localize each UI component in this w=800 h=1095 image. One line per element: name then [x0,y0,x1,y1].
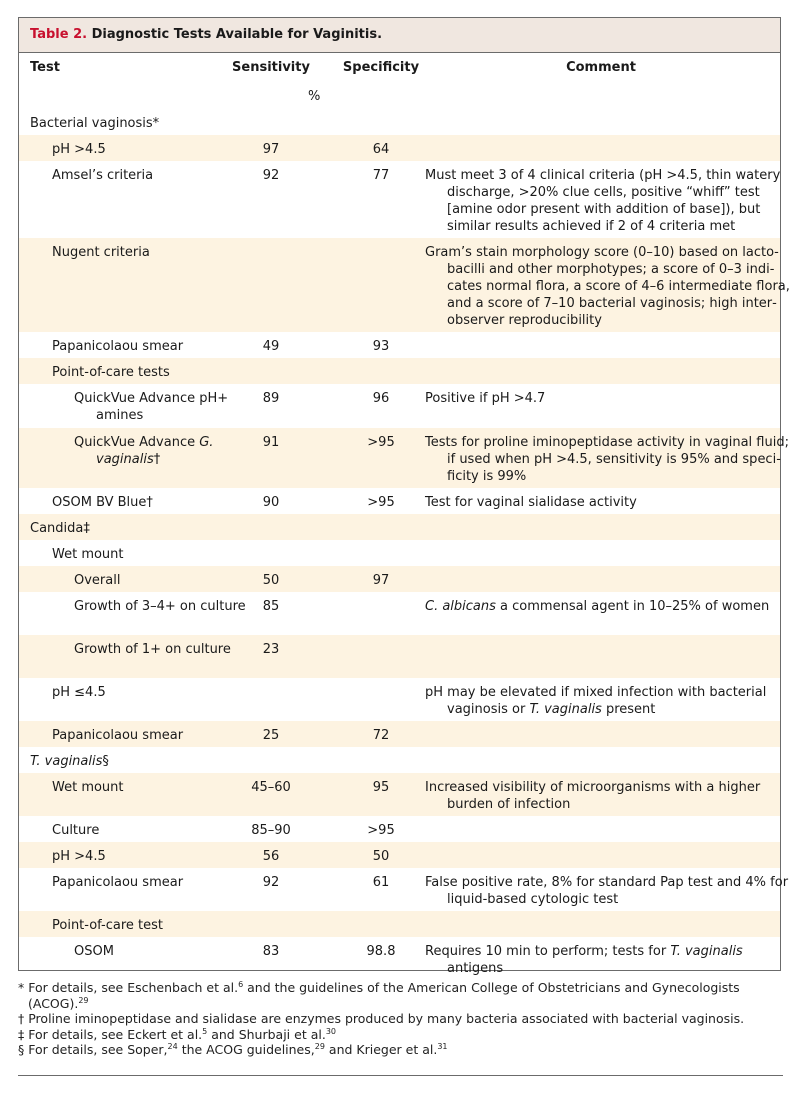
test-name: Growth of 3–4+ on culture [74,599,246,614]
table-row [19,678,780,721]
sensitivity-value: 91 [262,435,280,450]
test-name: pH >4.5 [52,849,106,864]
reference-number: 29 [78,995,89,1005]
table-title-text: Diagnostic Tests Available for Vaginitis. [91,27,383,42]
table-title [30,27,382,42]
reference-number: 5 [202,1026,208,1036]
test-name: Papanicolaou smear [52,875,184,890]
footnote-text: and Shurbaji et al. [207,1026,326,1042]
unit-label: % [308,89,321,104]
reference-number: 31 [437,1041,448,1051]
table-row [19,540,780,566]
comment-fragment: present [601,702,656,717]
table-row [19,842,780,868]
footnote-mark: * [18,980,25,995]
footnote-text: the ACOG guidelines, [177,1042,315,1057]
footnote-text: For details, see Eckert et al. [28,1026,203,1042]
test-name [74,434,246,468]
sensitivity-value: 50 [262,573,280,588]
reference-number: 29 [314,1041,325,1051]
column-header-sensitivity: Sensitivity [232,60,310,75]
table-row [19,937,780,976]
table-row [19,332,780,358]
footnote-mark: † [153,452,161,467]
footnote-mark: § [18,1042,25,1057]
test-name: Point-of-care test [52,918,163,933]
specificity-value: 97 [372,573,390,588]
bottom-rule [18,1075,783,1076]
test-name: Nugent criteria [52,245,150,260]
test-name-text: QuickVue Advance [74,435,200,450]
column-header-comment: Comment [566,60,636,75]
reference-number: 6 [238,979,244,989]
test-name: OSOM [74,944,114,959]
footnote-mark: ‡ [18,1026,25,1042]
footnote-mark: † [18,1011,25,1026]
footnote-text: Proline iminopeptidase and sialidase are enzymes produced by many bacteria associated with bacterial vaginosis. [28,1011,745,1026]
test-name: Bacterial vaginosis* [30,116,160,131]
footnote [18,1042,783,1058]
test-name: Growth of 1+ on culture [74,642,231,657]
unit-row [19,83,780,109]
column-header-test: Test [30,60,60,75]
footnote [18,980,783,1011]
sensitivity-value: 97 [262,142,280,157]
specificity-value: 61 [372,875,390,890]
test-name: Amsel’s criteria [52,168,154,183]
specificity-value: 50 [372,849,390,864]
table-section-row [19,514,780,540]
table-row [19,721,780,747]
specificity-value: 72 [372,728,390,743]
table-row [19,135,780,161]
test-name: Culture [52,823,100,838]
sensitivity-value: 83 [262,944,280,959]
column-header-specificity: Specificity [342,60,420,75]
table-title-bar [19,18,780,53]
sensitivity-value: 85–90 [251,823,291,838]
test-name: pH >4.5 [52,142,106,157]
comment-text: Must meet 3 of 4 clinical criteria (pH >4.5, thin watery discharge, >20% clue cells, positive “whiff” test [amine odor present with addition of base]), but similar results achieved if 2 of 4 criteria met [425,168,781,234]
comment-text: Test for vaginal sialidase activity [425,495,637,510]
sensitivity-value: 85 [262,599,280,614]
test-name: Candida‡ [30,521,90,536]
sensitivity-value: 49 [262,339,280,354]
table-row [19,238,790,332]
table-section-row [19,747,780,773]
organism-name: T. vaginalis [30,754,103,769]
table-row [19,911,780,937]
test-name: Wet mount [52,547,124,562]
sensitivity-value: 23 [262,642,280,657]
footnote-text: and the guidelines of the American College of Obstetricians and Gynecologists (ACOG). [28,980,740,1011]
table-row [19,635,780,678]
table-row [19,161,780,238]
comment-fragment: a commensal agent in 10–25% of women [495,599,770,614]
specificity-value: >95 [367,823,395,838]
footnote-text: For details, see Eschenbach et al. [28,980,239,995]
specificity-value: 64 [372,142,390,157]
table-row [19,773,780,816]
reference-number: 24 [167,1041,178,1051]
specificity-value: 98.8 [366,944,396,959]
footnote-text: For details, see Soper, [28,1042,168,1057]
comment-fragment: pH may be elevated if mixed infection with bacterial vaginosis or [425,685,767,717]
footnotes [18,980,783,1058]
specificity-value: 77 [372,168,390,183]
table-row [19,384,780,428]
sensitivity-value: 56 [262,849,280,864]
comment-fragment: Requires 10 min to perform; tests for [425,944,671,959]
table-number: Table 2. [30,27,88,42]
table-row [19,868,789,911]
table-row [19,488,780,514]
comment-text [425,684,799,718]
footnote-text: and Krieger et al. [324,1042,438,1057]
sensitivity-value: 92 [262,875,280,890]
table-section-row [19,109,780,135]
sensitivity-value: 45–60 [251,780,291,795]
sensitivity-value: 90 [262,495,280,510]
specificity-value: 93 [372,339,390,354]
comment-text [425,943,799,977]
column-header-row [19,53,780,83]
comment-text [425,598,799,615]
sensitivity-value: 92 [262,168,280,183]
test-name: Wet mount [52,780,124,795]
specificity-value: >95 [367,435,395,450]
table-row [19,566,780,592]
comment-text: Increased visibility of microorganisms with a higher burden of infection [425,780,761,812]
specificity-value: 96 [372,391,390,406]
diagnostic-tests-table [18,17,790,976]
test-name [30,753,252,770]
comment-fragment: antigens [447,961,504,976]
test-name: Point-of-care tests [52,365,170,380]
sensitivity-value: 89 [262,391,280,406]
test-name: pH ≤4.5 [52,685,106,700]
organism-name: T. vaginalis [670,944,743,959]
table-row [19,592,780,635]
footnote [18,1011,783,1027]
sensitivity-value: 25 [262,728,280,743]
test-name: QuickVue Advance pH+ amines [74,391,229,423]
comment-text: Gram’s stain morphology score (0–10) based on lactobacilli and other morphotypes; a score of 0–3 indicates normal flora, a score of 4–6 intermediate flora, and a score of 7–10 bacterial vaginosis; high interobserver reproducibility [425,245,790,328]
reference-number: 30 [325,1026,336,1036]
comment-text: Positive if pH >4.7 [425,391,546,406]
table-row [19,358,780,384]
comment-text: False positive rate, 8% for standard Pap test and 4% for liquid-based cytologic test [425,875,789,907]
organism-name: T. vaginalis [529,702,602,717]
specificity-value: 95 [372,780,390,795]
organism-name: C. albicans [425,599,496,614]
footnote-mark: § [102,754,109,769]
organism-name: G. vaginalis [96,435,214,467]
specificity-value: >95 [367,495,395,510]
table-row [19,816,780,842]
test-name: Papanicolaou smear [52,728,184,743]
test-name: OSOM BV Blue† [52,495,153,510]
table-row [19,428,789,488]
footnote [18,1027,783,1043]
test-name: Overall [74,573,121,588]
test-name: Papanicolaou smear [52,339,184,354]
comment-text: Tests for proline iminopeptidase activity in vaginal fluid; if used when pH >4.5, sensitivity is 95% and specificity is 99% [425,435,789,484]
